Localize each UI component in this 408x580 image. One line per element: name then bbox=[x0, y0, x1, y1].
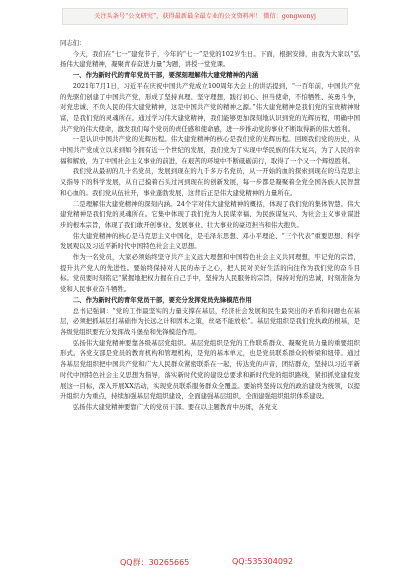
qq-group-text: QQ群：30265665 bbox=[120, 558, 190, 567]
paragraph: 弘扬伟大建党精神要靠广大的党员干部。要在以主题教育中历练，各党支 bbox=[72, 402, 278, 411]
paragraph: 我们党从最初的几十名党员，发展到现在的九千多万名党员，从一开始的血的探索到现在的马克思主义指导下的科学发展，从自己摸着石头过河到现在的创新发展，每一步都是凝聚着全党全国各族人民智慧和心血的。我们党从伍社开，事业蓬勃发展，这背后正是伟大建党精神的力量所在。 bbox=[60, 167, 360, 197]
paragraph: 作为一名党员，大家必须始终坚守共产主义远大理想和中国特色社会主义共同理想，牢记党的宗旨，提升共产党人的先进性。要始终保持对人民的赤子之心，把人民对美好生活的向往作为我们党的奋斗目标。党员要时刻铭记“紧握地把权力握在自己手中，坚持为人民服务的宗旨，保持对党的忠诚，时刻准备为党和人民事业奋斗牺牲。 bbox=[60, 253, 360, 294]
header-banner bbox=[62, 8, 348, 25]
paragraph-intro: 今天，我们在“七一”建党节子，今年的“七一”是党的102岁生日。下面，根据安排，由我为大家以“弘扬伟大建党精神，凝聚青春奋进力量”为题，讲授一堂党课。 bbox=[60, 49, 360, 69]
salutation: 同志们： bbox=[60, 39, 86, 47]
paragraph: 二是理解伟大建党精神的深刻内涵。24个字对伟大建党精神的概括，体现了我们党的集体智慧。伟大建党精神是我们党的灵魂所在。它集中体现了我们党为人民谋幸福、为民族谋复兴、为社会主义事业谋进步的根本宗旨，体现了我们敢开创事业、发展事业、壮大事业的豪迈担当和伟大抱负。 bbox=[60, 199, 360, 229]
section-heading-2: 二、作为新时代的青年党员干部，要充分发挥党员先锋模范作用 bbox=[72, 295, 252, 304]
paragraph: 2021年7月1日，习近平在庆祝中国共产党成立100周年大会上的讲话提到，“一百年前，中国共产党的先驱们创建了中国共产党，形成了坚持真理、坚守理想，践行初心、担当使命，不怕牺牲、英勇斗争，对党忠诚、不负人民的伟大建党精神，这是中国共产党的精神之源。”伟大建党精神是我们党的宝贵精神财富，是我们党的灵魂所在。通过学习伟大建党精神，我们能够更加深刻地认识到党的光辉历程，明确中国共产党的伟大使命，激发我们每个党员的责任感和使命感，进一步推动党的事业不断取得新的伟大胜利。 bbox=[60, 81, 360, 133]
paragraph: 一是认识中国共产党的光辉历程。伟大建党精神的核心是我们党的光辉历程。回顾我们党的历史，从中国共产党成立以来到如今拥有近一个世纪的发展，我们党为了实现中华民族的伟大复兴，为了人民的幸福和解放，为了中国社会主义事业的前进，在艰苦的环境中不断砥砺前行，取得了一个又一个辉煌胜利。 bbox=[60, 135, 360, 165]
paragraph: 弘扬伟大建党精神要靠各级基层党组织。基层党组织是党的工作联系群众、凝聚党员力量的重要组织形式。各党支部是党员的教育机构和管理机构，是党的基本单元，也是党员联系群众的桥梁和纽带。通过各基层党组织把中国共产党和广大人民群众紧密联系在一起，传达党的声音，团结群众，坚持以习近平新时代中国特色社会主义思想为指导，落实新时代党的建设总要求和新时代党的组织路线，紧扣抓党建促发展这一目标，深入开展XX活动，实现党员联系服务群众全覆盖。要始终坚持以党的政治建设为统领，以提升组织力为重点，持续加强基层党组织建设，全面建强基层组织，全面建强组织组织体系建设。 bbox=[60, 338, 360, 401]
paragraph: 伟大建党精神的核心是马克思主义中国化，是毛泽东思想、邓小平理论、“三个代表”重要思想、科学发展观以及习近平新时代中国特色社会主义思想。 bbox=[60, 231, 360, 251]
speech-body bbox=[60, 38, 360, 413]
paragraph: 总书记强调：“党的工作最坚实的力量支撑在基层，经济社会发展和民生最突出的矛盾和问题也在基层，必须把抓基层打基础作为长远之计和固本之策，丝毫不能放松”。基层党组织是我们党执政的根基，是各级党组织要充分发挥战斗堡垒和先锋模范作用。 bbox=[60, 306, 360, 336]
qq-contact-text: QQ:535304092 bbox=[232, 557, 294, 566]
section-heading-1: 一、作为新时代的青年党员干部，要深刻理解伟大建党精神的内涵 bbox=[72, 71, 259, 80]
footer-contact bbox=[0, 553, 408, 573]
header-banner-text: 关注头条号“公文研究”，获得最新最全最专业的公文资料库！ 微信：gongwenyj bbox=[94, 13, 316, 20]
